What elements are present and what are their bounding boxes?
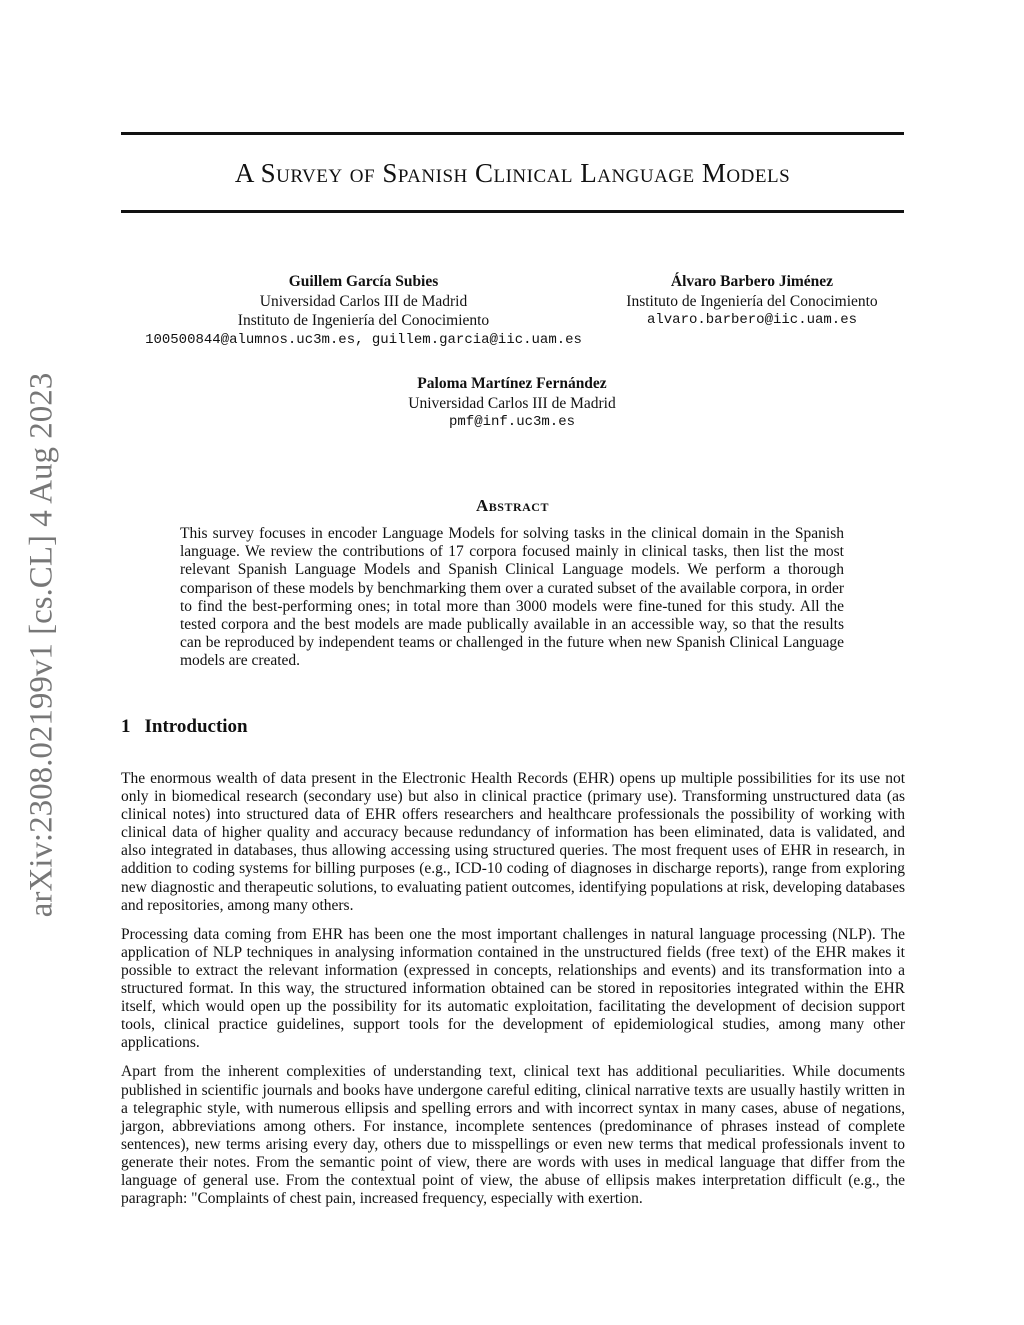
author-affiliation: Universidad Carlos III de Madrid — [259, 292, 468, 310]
author-block-2 — [602, 272, 902, 331]
title-rule-top — [121, 132, 904, 135]
author-email: alvaro.barbero@iic.uam.es — [646, 312, 858, 328]
author-name: Álvaro Barbero Jiménez — [670, 273, 834, 290]
author-block-3 — [312, 374, 712, 433]
abstract-text: This survey focuses in encoder Language Models for solving tasks in the clinical domain in the Spanish language. We review the contributions of 17 corpora focused mainly in clinical tasks, then list the most relevant Spanish Language Models and Spanish Clinical Language models. We perform a thorough comparison of these models by benchmarking them over a curated subset of the available corpora, in order to find the best-performing ones; in total more than 3000 models were fine-tuned for this study. All the tested corpora and the best models are made publically available in an accessible way, so that the results can be reproduced by independent teams or challenged in the future when new Spanish Clinical Language models are created. — [180, 525, 844, 670]
title-rule-bottom — [121, 210, 904, 213]
author-affiliation: Instituto de Ingeniería del Conocimiento — [626, 292, 878, 310]
section-title: Introduction — [144, 716, 248, 737]
arxiv-identifier: arXiv:2308.02199v1 [cs.CL] 4 Aug 2023 — [23, 372, 60, 918]
author-affiliation: Universidad Carlos III de Madrid — [408, 394, 616, 412]
section-body — [121, 770, 905, 1219]
body-paragraph: Apart from the inherent complexities of understanding text, clinical text has additional peculiarities. While documents published in scientific journals and books have undergone careful editing, clinical narrative texts are usually hastily written in a telegraphic style, with numerous ellipsis and spelling errors and with incorrect syntax in many cases, abuse of negations, jargon, abbreviations among others. For instance, incomplete sentences (predominance of phrases instead of complete sentences), new terms arising every day, others due to misspellings or even new terms that medical professionals invent to generate their notes. From the semantic point of view, there are words with uses in medical language that differ from the language of general use. From the contextual point of view, the abuse of ellipsis makes interpretation difficult (e.g., the paragraph: "Complaints of chest pain, increased frequency, especially with exertion. — [121, 1063, 905, 1208]
abstract-heading: Abstract — [476, 496, 549, 515]
author-email: 100500844@alumnos.uc3m.es, guillem.garcia@iic.uam.es — [145, 331, 582, 348]
author-block-1 — [121, 272, 606, 350]
body-paragraph: The enormous wealth of data present in the Electronic Health Records (EHR) opens up multiple possibilities for its use not only in biomedical research (secondary use) but also in clinical practice (primary use). Transforming unstructured data (as clinical notes) into structured data of EHR offers researchers and healthcare professionals the possibility of working with clinical data of higher quality and accuracy because redundancy of information has been eliminated, data is validated, and also integrated in databases, thus allowing accessing using structured queries. The most frequent uses of EHR in research, in addition to coding systems for billing purposes (e.g., ICD-10 coding of diagnoses in discharge reports), range from exploring new diagnostic and therapeutic solutions, to evaluating patient outcomes, identifying populations at risk, developing databases and repositories, among many others. — [121, 770, 905, 914]
paper-title: A Survey of Spanish Clinical Language Models — [234, 158, 791, 188]
author-affiliation: Instituto de Ingeniería del Conocimiento — [237, 312, 490, 329]
author-email: pmf@inf.uc3m.es — [448, 414, 576, 430]
section-heading — [121, 716, 248, 738]
body-paragraph: Processing data coming from EHR has been one the most important challenges in natural language processing (NLP). The application of NLP techniques in analysing information contained in the unstructured fields (free text) of the EHR makes it possible to extract the relevant information (expressed in concepts, relationships and events) and its transformation into a structured format. In this way, the structured information obtained can be stored in repositories integrated within the EHR itself, which would open up the possibility for its automatic exploitation, facilitating the development of decision support tools, clinical practice guidelines, support tools for the development of epidemiological studies, among many other applications. — [121, 925, 905, 1052]
author-name: Paloma Martínez Fernández — [417, 375, 607, 392]
section-number: 1 — [121, 716, 131, 737]
author-name: Guillem García Subies — [288, 273, 439, 290]
